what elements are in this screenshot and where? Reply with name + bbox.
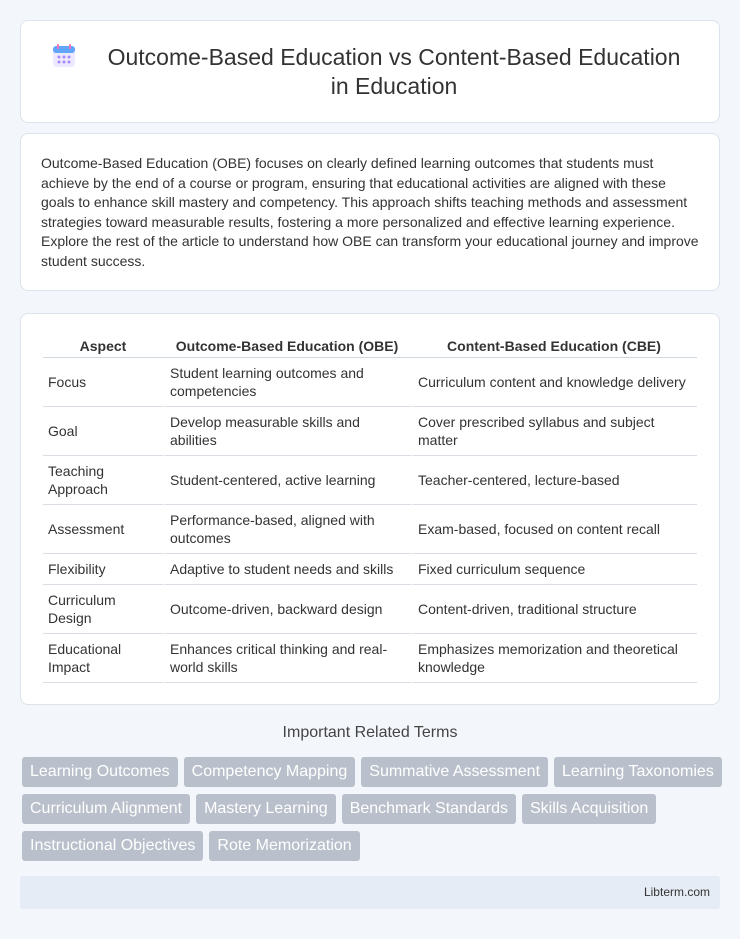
comparison-table bbox=[43, 334, 697, 683]
row-obe: Performance-based, aligned with outcomes bbox=[163, 505, 411, 554]
term-tag[interactable]: Learning Taxonomies bbox=[554, 757, 722, 787]
term-tag[interactable]: Curriculum Alignment bbox=[22, 794, 190, 824]
comparison-table-card bbox=[20, 313, 720, 705]
table-header-row bbox=[43, 334, 697, 358]
table-row bbox=[43, 358, 697, 407]
title-card bbox=[20, 20, 720, 123]
row-obe: Outcome-driven, backward design bbox=[163, 585, 411, 634]
term-tag[interactable]: Skills Acquisition bbox=[522, 794, 656, 824]
row-aspect: Educational Impact bbox=[43, 634, 163, 683]
row-aspect: Focus bbox=[43, 358, 163, 407]
row-aspect: Flexibility bbox=[43, 554, 163, 585]
intro-paragraph: Outcome-Based Education (OBE) focuses on clearly defined learning outcomes that students must achieve by the end of a course or program, ensuring that educational activities are aligned with these goals to enhance skill mastery and competency. This approach shifts teaching methods and assessment strategies toward measurable results, fostering a more personalized and effective learning experience. Explore the rest of the article to understand how OBE can transform your educational journey and improve student success. bbox=[41, 155, 699, 269]
row-obe: Develop measurable skills and abilities bbox=[163, 407, 411, 456]
table-row bbox=[43, 585, 697, 634]
row-obe: Enhances critical thinking and real-world skills bbox=[163, 634, 411, 683]
row-cbe: Cover prescribed syllabus and subject matter bbox=[411, 407, 697, 456]
term-tag[interactable]: Instructional Objectives bbox=[22, 831, 203, 861]
table-row bbox=[43, 554, 697, 585]
row-cbe: Emphasizes memorization and theoretical knowledge bbox=[411, 634, 697, 683]
title-wrap bbox=[51, 43, 689, 101]
footer bbox=[20, 876, 720, 909]
table-row bbox=[43, 634, 697, 683]
term-tag[interactable]: Benchmark Standards bbox=[342, 794, 516, 824]
footer-site-link[interactable]: Libterm.com bbox=[643, 885, 710, 899]
calendar-icon bbox=[51, 43, 77, 69]
row-cbe: Exam-based, focused on content recall bbox=[411, 505, 697, 554]
row-aspect: Teaching Approach bbox=[43, 456, 163, 505]
header-aspect: Aspect bbox=[43, 334, 163, 358]
term-tag[interactable]: Rote Memorization bbox=[209, 831, 359, 861]
row-cbe: Content-driven, traditional structure bbox=[411, 585, 697, 634]
header-cbe: Content-Based Education (CBE) bbox=[411, 334, 697, 358]
intro-card bbox=[20, 133, 720, 291]
header-obe: Outcome-Based Education (OBE) bbox=[163, 334, 411, 358]
row-cbe: Curriculum content and knowledge delivery bbox=[411, 358, 697, 407]
term-tag[interactable]: Learning Outcomes bbox=[22, 757, 178, 787]
table-row bbox=[43, 505, 697, 554]
row-cbe: Teacher-centered, lecture-based bbox=[411, 456, 697, 505]
row-aspect: Goal bbox=[43, 407, 163, 456]
row-aspect: Curriculum Design bbox=[43, 585, 163, 634]
page-title: Outcome-Based Education vs Content-Based Education in Education bbox=[107, 43, 681, 99]
row-cbe: Fixed curriculum sequence bbox=[411, 554, 697, 585]
term-tag[interactable]: Mastery Learning bbox=[196, 794, 336, 824]
term-tag[interactable]: Competency Mapping bbox=[184, 757, 356, 787]
row-obe: Student learning outcomes and competencies bbox=[163, 358, 411, 407]
table-row bbox=[43, 456, 697, 505]
related-terms-heading: Important Related Terms bbox=[282, 724, 458, 741]
related-terms-list bbox=[22, 757, 722, 861]
table-row bbox=[43, 407, 697, 456]
row-obe: Student-centered, active learning bbox=[163, 456, 411, 505]
term-tag[interactable]: Summative Assessment bbox=[361, 757, 548, 787]
row-obe: Adaptive to student needs and skills bbox=[163, 554, 411, 585]
row-aspect: Assessment bbox=[43, 505, 163, 554]
